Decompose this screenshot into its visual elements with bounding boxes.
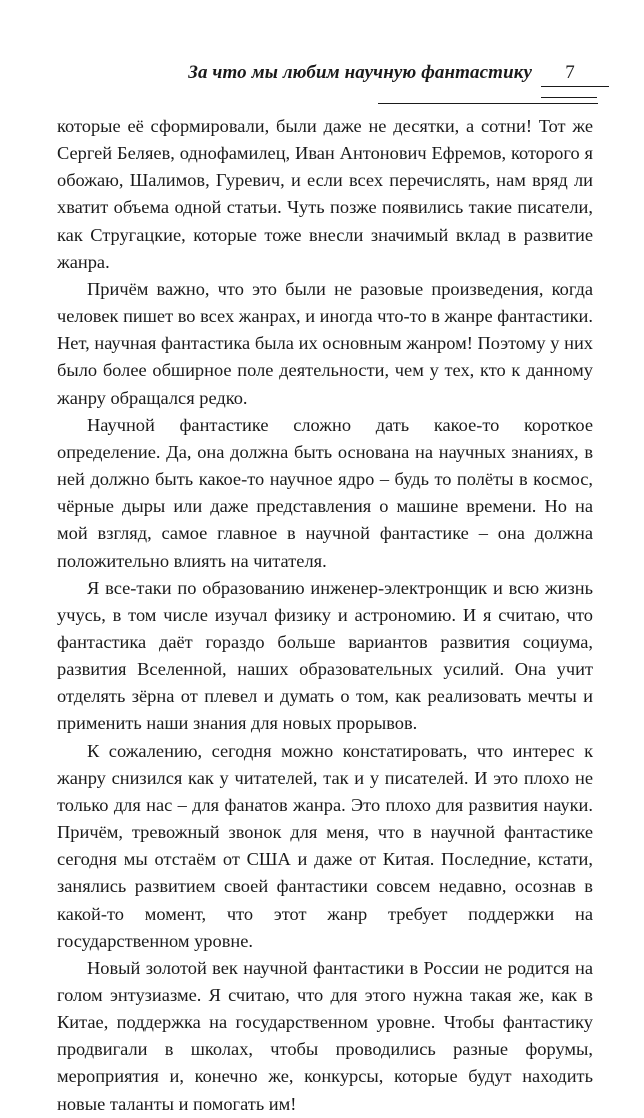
paragraph: Новый золотой век научной фантастики в России не родится на голом энтузиазме. Я считаю, что для этого нужна такая же, как в Китае, поддержка на государственном уровне. Чтобы фантастику продвигали в школах, чтобы проводились разные форумы, мероприятия и, конечно же, конкурсы, которые будут находить новые таланты и помогать им! bbox=[57, 957, 593, 1114]
paragraph: К сожалению, сегодня можно констатировать, что интерес к жанру снизился как у читателей, так и у писателей. И это плохо не только для нас – для фанатов жанра. Это плохо для развития науки. Причём, тревожный звонок для меня, что в научной фантастике сегодня мы отстаём от США и даже от Китая. Последние, кстати, занялись развитием своей фантастики совсем недавно, осознав в какой-то момент, что этот жанр требует поддержки на государственном уровне. bbox=[57, 740, 593, 951]
header-rule-number bbox=[541, 86, 609, 87]
paragraph: Причём важно, что это были не разовые произведения, когда человек пишет во всех жанрах, и иногда что-то в жанре фантастики. Нет, научная фантастика была их основным жанром! Поэтому у них было более обширное поле деятельности, чем у тех, кто к данному жанру обращался редко. bbox=[57, 278, 593, 408]
paragraph: Я все-таки по образованию инженер-электронщик и всю жизнь учусь, в том числе изучал физику и астрономию. И я считаю, что фантастика даёт гораздо больше вариантов развития социума, развития Вселенной, наших образовательных усилий. Она учит отделять зёрна от плевел и думать о том, как реализовать мечты и применить наши знания для новых прорывов. bbox=[57, 577, 593, 734]
running-header bbox=[0, 0, 644, 110]
header-rule-short bbox=[541, 97, 597, 98]
page-number: 7 bbox=[565, 62, 575, 83]
running-title: За что мы любим научную фантастику bbox=[188, 62, 532, 83]
header-rule-long bbox=[378, 103, 598, 104]
paragraph: Научной фантастике сложно дать какое-то короткое определение. Да, она должна быть основана на научных знаниях, в ней должно быть какое-то научное ядро – будь то полёты в космос, чёрные дыры или даже представления о машине времени. Но на мой взгляд, самое главное в научной фантастике – она должна положительно влиять на читателя. bbox=[57, 414, 593, 571]
body-text bbox=[57, 113, 593, 1118]
paragraph-continued: которые её сформировали, были даже не десятки, а сотни! Тот же Сергей Беляев, однофамилец, Иван Антонович Ефремов, которого я обожаю, Шалимов, Гуревич, и если всех перечислять, нам вряд ли хватит объема одной статьи. Чуть позже появились такие писатели, как Стругацкие, которые тоже внесли значимый вклад в развитие жанра. bbox=[57, 116, 593, 272]
